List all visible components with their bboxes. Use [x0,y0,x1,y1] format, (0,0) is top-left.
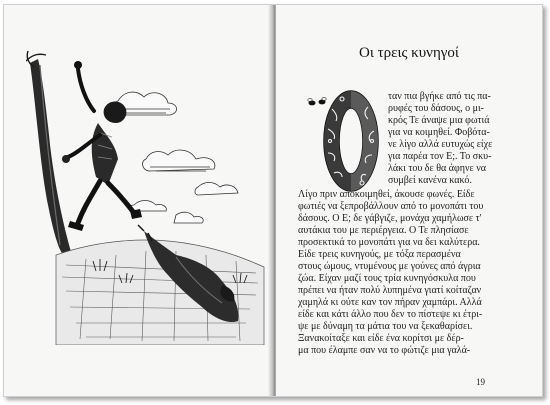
right-page [276,5,542,396]
text-line: ζώα. Είχαν μαζί τους τρία κυνηγόσκυλα που [298,273,476,284]
text-line: στους ώμους, ντυμένους με γούνες από άγρια [298,261,481,272]
text-line: λάκι του δε θα άφηνε να [388,163,486,174]
left-page [4,5,272,396]
boy-and-dog-illustration [26,45,266,345]
text-line: μα που έλαμπε σαν να το φώτιζε μια γαλά- [298,345,471,356]
text-line: δάσους. Ο Ε; δε γάβγιζε, μονάχα χαμήλωσε τ' [298,213,482,224]
text-line: ταν πια βγήκε από τις πα- [388,91,491,102]
text-line: είδε και κάτι άλλο που δεν το πίστεψε κι έτρι- [298,309,483,320]
text-line: φωτιές να ξεπροβάλλουν από το μονοπάτι του [298,201,484,212]
text-line: Λίγο πριν αποκοιμηθεί, άκουσε φωνές. Είδε [298,189,475,200]
text-line: πρέπει να ήταν πολύ λυπημένα γιατί κοίταζαν [298,285,482,296]
text-line: κρός Τε άναψε μια φωτιά [388,115,490,126]
page-number: 19 [476,377,485,387]
text-line: για να κοιμηθεί. Φοβότα- [388,127,490,138]
text-line: Είδε τρεις κυνηγούς, με τόξα περασμένα [298,249,461,260]
open-book [3,4,543,397]
text-line: χαμηλά κι ούτε καν τον πήραν χαμπάρι. Αλλά [298,297,482,308]
text-line: ρυφές του δάσους, ο μι- [388,103,484,114]
text-line: νε λίγο αλλά ευτυχώς είχε [388,139,493,150]
text-line: Ξανακοίταξε και είδε ένα κορίτσι με δέρ- [298,333,464,344]
drop-cap-letter [322,89,380,193]
text-line: προσεκτικά το μονοπάτι για να δει καλύτερα. [298,237,480,248]
text-line: για παρέα τον Ε;. Το σκυ- [388,151,492,162]
text-line: ψε με δύναμη τα μάτια του να ξεκαθαρίσει. [298,321,473,332]
text-line: αυτάκια του με περιέργεια. Ο Τε πλησίασε [298,225,469,236]
chapter-title: Οι τρεις κυνηγοί [359,45,459,61]
text-line: συμβεί κανένα κακό. [388,175,472,186]
